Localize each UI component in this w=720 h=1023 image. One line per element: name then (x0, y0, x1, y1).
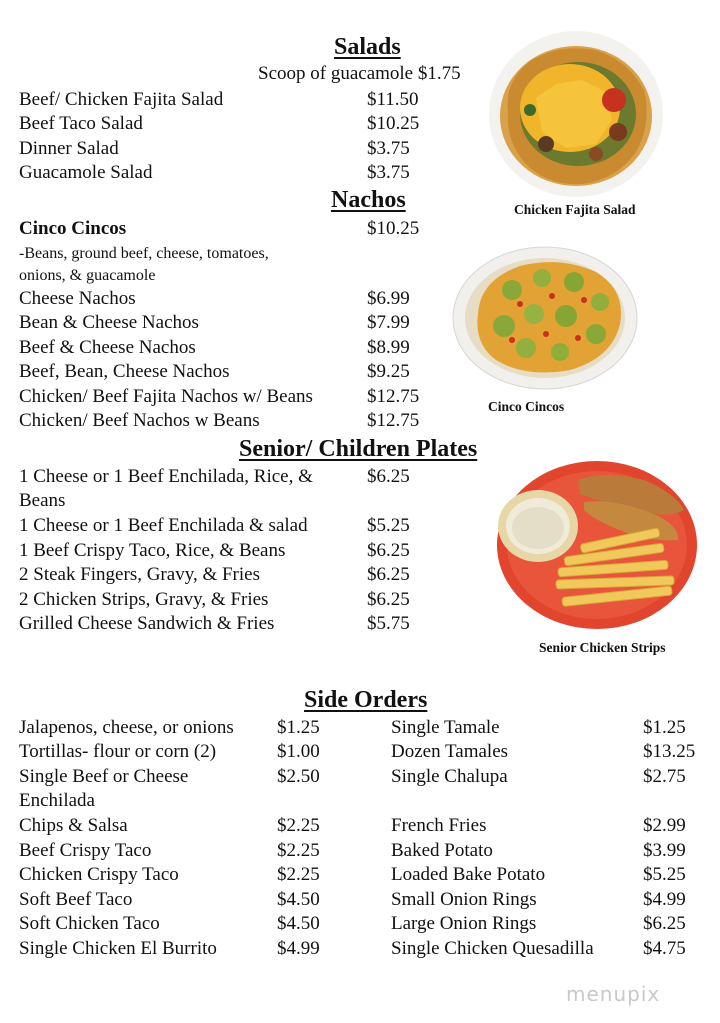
senior-photo-caption: Senior Chicken Strips (539, 640, 666, 655)
menu-item-price: $4.75 (643, 938, 686, 959)
menu-item-price: $6.99 (367, 288, 410, 309)
menu-item-name: Beef, Bean, Cheese Nachos (19, 361, 230, 382)
menu-item-price: $2.25 (277, 840, 320, 861)
menu-item-price: $6.25 (367, 589, 410, 610)
salads-heading: Salads (334, 34, 401, 60)
menu-item-price: $3.75 (367, 138, 410, 159)
menu-item-price: $5.75 (367, 613, 410, 634)
menu-item-name: French Fries (391, 815, 487, 836)
menu-item-name: Single Chalupa (391, 766, 508, 787)
menu-item-price: $3.99 (643, 840, 686, 861)
menu-item-name: Chicken/ Beef Nachos w Beans (19, 410, 260, 431)
senior-chicken-strips-photo (494, 458, 700, 632)
menu-item-name: Single Chicken El Burrito (19, 938, 217, 959)
menu-item-price: $5.25 (367, 515, 410, 536)
menu-item-price: $6.25 (643, 913, 686, 934)
menu-item-name: Beef & Cheese Nachos (19, 337, 196, 358)
chicken-fajita-salad-photo (486, 28, 666, 198)
menu-item-name: Single Chicken Quesadilla (391, 938, 594, 959)
menu-item-price: $6.25 (367, 540, 410, 561)
menu-item-price: $9.25 (367, 361, 410, 382)
menu-item-price: $13.25 (643, 741, 696, 762)
menu-item-name: Chicken Crispy Taco (19, 864, 179, 885)
nachos-heading: Nachos (331, 187, 406, 213)
menu-item-price: $4.99 (643, 889, 686, 910)
menu-item-name: Soft Chicken Taco (19, 913, 160, 934)
menu-item-name: 1 Cheese or 1 Beef Enchilada, Rice, & (19, 466, 313, 487)
menu-item-price: $1.25 (277, 717, 320, 738)
menu-item-price: $6.25 (367, 564, 410, 585)
menu-item-name: Beef Crispy Taco (19, 840, 152, 861)
menu-item-name-continued: Beans (19, 490, 66, 511)
menu-item-name: 1 Beef Crispy Taco, Rice, & Beans (19, 540, 286, 561)
menu-item-name: Soft Beef Taco (19, 889, 133, 910)
menu-item-name: 2 Steak Fingers, Gravy, & Fries (19, 564, 260, 585)
menu-item-price: $7.99 (367, 312, 410, 333)
cinco-cincos-description: onions, & guacamole (19, 267, 156, 284)
menu-item-name: Beef/ Chicken Fajita Salad (19, 89, 224, 110)
menu-item-price: $1.00 (277, 741, 320, 762)
menu-item-price: $4.99 (277, 938, 320, 959)
cinco-cincos-description: -Beans, ground beef, cheese, tomatoes, (19, 245, 269, 262)
nachos-photo-caption: Cinco Cincos (488, 399, 565, 414)
menu-item-name: Tortillas- flour or corn (2) (19, 741, 217, 762)
cinco-cincos-photo (450, 244, 640, 392)
menu-item-name-continued: Enchilada (19, 790, 95, 811)
menu-item-name: Large Onion Rings (391, 913, 537, 934)
menu-item-name: Dinner Salad (19, 138, 119, 159)
menu-item-price: $2.50 (277, 766, 320, 787)
cinco-cincos-price: $10.25 (367, 218, 420, 239)
menu-item-name: Chips & Salsa (19, 815, 128, 836)
menu-item-name: 2 Chicken Strips, Gravy, & Fries (19, 589, 269, 610)
menu-item-name: Beef Taco Salad (19, 113, 143, 134)
menu-item-name: Guacamole Salad (19, 162, 153, 183)
senior-children-heading: Senior/ Children Plates (239, 436, 478, 462)
menu-item-price: $2.25 (277, 815, 320, 836)
menu-item-name: Bean & Cheese Nachos (19, 312, 199, 333)
menu-item-price: $2.25 (277, 864, 320, 885)
menu-item-price: $12.75 (367, 386, 420, 407)
menu-item-name: Single Tamale (391, 717, 500, 738)
side-orders-heading: Side Orders (304, 687, 428, 713)
menupix-watermark: menupix (566, 982, 661, 1006)
menu-item-price: $4.50 (277, 913, 320, 934)
menu-item-price: $4.50 (277, 889, 320, 910)
guacamole-scoop-note: Scoop of guacamole $1.75 (258, 63, 461, 84)
menu-item-price: $8.99 (367, 337, 410, 358)
menu-item-price: $1.25 (643, 717, 686, 738)
menu-item-name: Jalapenos, cheese, or onions (19, 717, 234, 738)
menu-item-price: $6.25 (367, 466, 410, 487)
menu-item-name: Loaded Bake Potato (391, 864, 546, 885)
menu-item-price: $2.75 (643, 766, 686, 787)
menu-item-name: Small Onion Rings (391, 889, 537, 910)
menu-item-name: Cheese Nachos (19, 288, 136, 309)
menu-item-name: 1 Cheese or 1 Beef Enchilada & salad (19, 515, 308, 536)
cinco-cincos-name: Cinco Cincos (19, 218, 127, 239)
menu-item-price: $3.75 (367, 162, 410, 183)
menu-item-name: Grilled Cheese Sandwich & Fries (19, 613, 275, 634)
menu-item-name: Baked Potato (391, 840, 493, 861)
menu-item-name: Single Beef or Cheese (19, 766, 189, 787)
menu-item-price: $11.50 (367, 89, 419, 110)
menu-item-price: $10.25 (367, 113, 420, 134)
menu-item-name: Dozen Tamales (391, 741, 509, 762)
menu-item-price: $2.99 (643, 815, 686, 836)
menu-item-price: $5.25 (643, 864, 686, 885)
menu-item-price: $12.75 (367, 410, 420, 431)
menu-item-name: Chicken/ Beef Fajita Nachos w/ Beans (19, 386, 313, 407)
salad-photo-caption: Chicken Fajita Salad (514, 202, 636, 217)
